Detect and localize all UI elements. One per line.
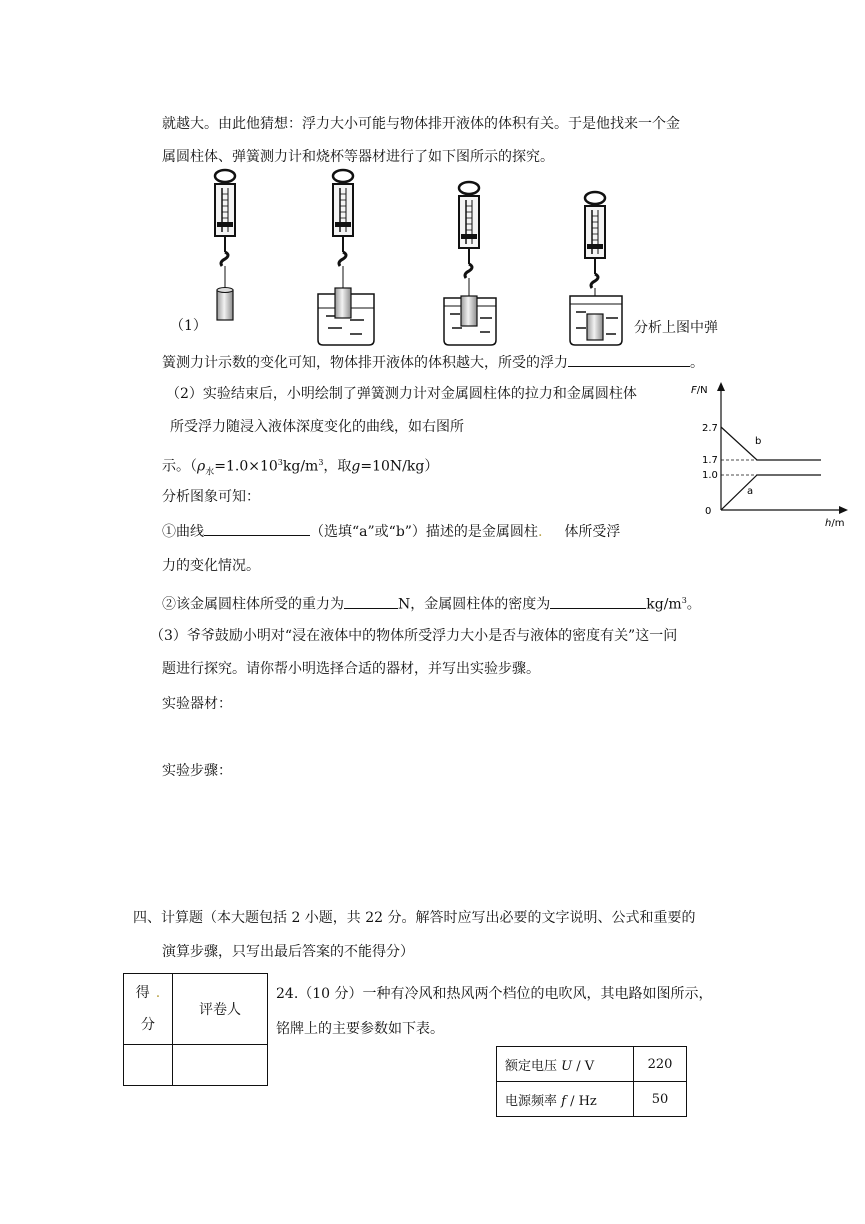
q1-answer-blank[interactable] — [568, 352, 690, 367]
g-symbol: g — [351, 458, 361, 475]
q1-line-2 — [162, 352, 704, 373]
g-value: =10N/kg） — [360, 458, 439, 475]
rho-subscript: 水 — [205, 467, 215, 478]
param-unit: / V — [572, 1058, 595, 1074]
param-symbol: f — [561, 1093, 566, 1109]
score-header-dot: . — [155, 985, 161, 1001]
q2-density-blank[interactable] — [550, 594, 646, 609]
y-axis-label: F/N — [691, 385, 708, 396]
q3-equipment-label: 实验器材： — [162, 696, 232, 712]
curve-a — [721, 475, 821, 510]
table-row — [497, 1082, 687, 1117]
score-header-char-1: 得 — [135, 985, 150, 1001]
q3-steps-label: 实验步骤： — [162, 763, 232, 779]
section-4-title-2: 演算步骤，只写出最后答案的不能得分） — [162, 944, 414, 960]
score-header — [124, 974, 173, 1045]
q2-sub-1 — [162, 521, 620, 542]
apparatus-2 — [318, 170, 374, 345]
density-exponent: 3 — [277, 458, 283, 467]
q1-text-right: 分析上图中弹 — [634, 320, 718, 336]
q2-sub-1-middle: （选填“a”或“b”）描述的是金属圆柱 — [310, 524, 538, 540]
score-cell[interactable] — [124, 1045, 173, 1086]
score-header-char-2: 分 — [141, 1017, 155, 1033]
reviewer-cell[interactable] — [173, 1045, 268, 1086]
reviewer-header: 评卷人 — [173, 974, 268, 1045]
density-value: =1.0×10 — [214, 458, 278, 475]
section-4-title: 四、计算题（本大题包括 2 小题，共 22 分。解答时应写出必要的文字说明、公式和重要的 — [133, 910, 696, 926]
q2-sub-2-start: ②该金属圆柱体所受的重力为 — [162, 596, 344, 613]
q3-line-2: 题进行探究。请你帮小明选择合适的器材，并写出实验步骤。 — [162, 661, 540, 677]
apparatus-4 — [570, 192, 622, 345]
density-unit: kg/m — [282, 458, 319, 475]
x-axis-label: h/m — [825, 518, 845, 529]
q2-sub-1-end: 体所受浮 — [564, 524, 621, 540]
q2-sub-2-middle: N，金属圆柱体的密度为 — [398, 596, 551, 613]
q2-line-2: 所受浮力随浸入液体深度变化的曲线，如右图所 — [170, 419, 464, 435]
q2-sub-1-dot: . — [537, 524, 543, 540]
param-name: 电源频率 — [505, 1093, 562, 1109]
q3-line-1: （3）爷爷鼓励小明对“浸在液体中的物体所受浮力大小是否与液体的密度有关”这一问 — [150, 628, 678, 644]
param-label — [497, 1082, 634, 1117]
curve-b-label: b — [755, 436, 762, 447]
x-axis-arrow — [839, 506, 848, 514]
q1-end: 。 — [690, 355, 704, 371]
ytick-2.7: 2.7 — [702, 423, 718, 434]
q2-line-3-start: 示。（ — [162, 458, 197, 475]
ytick-1.0: 1.0 — [702, 470, 718, 481]
param-symbol: U — [561, 1058, 573, 1074]
curve-b — [721, 427, 821, 460]
param-name: 额定电压 — [505, 1058, 562, 1074]
q2-density-unit: kg/m — [646, 596, 682, 613]
apparatus-1 — [215, 170, 235, 320]
q2-take: ，取 — [323, 458, 352, 475]
q2-analysis: 分析图象可知： — [162, 489, 260, 505]
q24-line-1: 24.（10 分）一种有冷风和热风两个档位的电吹风，其电路如图所示， — [276, 986, 713, 1002]
q2-curve-blank[interactable] — [204, 521, 310, 536]
q2-sub-2 — [162, 591, 701, 615]
q2-sub-1-start: ①曲线 — [162, 524, 204, 540]
ytick-1.7: 1.7 — [702, 455, 718, 466]
force-depth-graph — [691, 378, 854, 530]
param-value: 50 — [634, 1082, 687, 1117]
grading-table — [123, 973, 268, 1086]
apparatus-3 — [444, 182, 496, 345]
curve-a-label: a — [747, 486, 754, 497]
rho-symbol: ρ — [197, 458, 206, 475]
q2-sub-1-cont: 力的变化情况。 — [162, 558, 260, 574]
q2-line-1: （2）实验结束后，小明绘制了弹簧测力计对金属圆柱体的拉力和金属圆柱体 — [166, 386, 637, 402]
q2-line-3 — [162, 453, 438, 482]
parameters-table — [496, 1046, 687, 1117]
q1-text: 簧测力计示数的变化可知，物体排开液体的体积越大，所受的浮力 — [162, 355, 568, 371]
q2-weight-blank[interactable] — [344, 594, 398, 609]
spring-scale-experiment-figure — [200, 168, 630, 353]
param-value: 220 — [634, 1047, 687, 1082]
density-unit-exponent: 3 — [318, 458, 324, 467]
intro-line-1: 就越大。由此他猜想：浮力大小可能与物体排开液体的体积有关。于是他找来一个金 — [162, 116, 680, 132]
q2-density-unit-exponent: 3 — [681, 596, 687, 605]
param-label — [497, 1047, 634, 1082]
q1-number: （1） — [170, 318, 207, 334]
table-row — [497, 1047, 687, 1082]
y-axis-arrow — [717, 382, 725, 391]
q24-line-2: 铭牌上的主要参数如下表。 — [276, 1021, 444, 1037]
origin-label: 0 — [705, 506, 712, 517]
param-unit: / Hz — [565, 1093, 597, 1109]
q2-sub-2-end: 。 — [686, 596, 701, 613]
intro-line-2: 属圆柱体、弹簧测力计和烧杯等器材进行了如下图所示的探究。 — [162, 149, 554, 165]
